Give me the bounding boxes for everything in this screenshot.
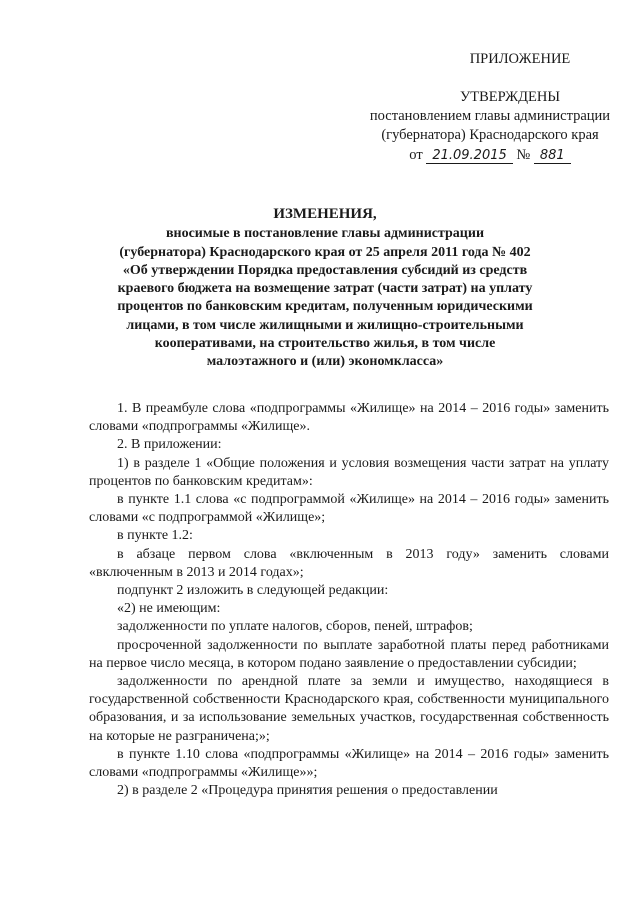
approved-label: УТВЕРЖДЕНЫ [459,89,561,105]
body-paragraph: 1) в разделе 1 «Общие положения и условия возмещения части затрат на уплату процентов по банковским кредитам»: [89,455,609,489]
document-body [89,400,609,800]
title-line: краевого бюджета на возмещение затрат (части затрат) на уплату [117,281,533,297]
title-line: малоэтажного и (или) экономкласса» [206,354,444,370]
title-line: кооперативами, на строительство жилья, в том числе [154,336,496,352]
number-prefix: № [516,147,531,163]
body-paragraph: задолженности по уплате налогов, сборов, пеней, штрафов; [117,619,473,635]
title-line: «Об утверждении Порядка предоставления субсидий из средств [122,262,528,278]
title-line: (губернатора) Краснодарского края от 25 апреля 2011 года № 402 [119,244,531,260]
body-paragraph: в пункте 1.1 слова «с подпрограммой «Жилище» на 2014 – 2016 годы» заменить словами «с подпрограммой «Жилище»; [89,492,609,526]
title-line: процентов по банковским кредитам, полученным юридическими [117,299,533,315]
handwritten-date: 21.09.2015 [426,148,512,164]
approval-line-2: (губернатора) Краснодарского края [381,127,599,143]
body-paragraph: подпункт 2 изложить в следующей редакции: [117,583,389,599]
title-line: лицами, в том числе жилищными и жилищно-строительными [126,317,524,333]
body-paragraph: в пункте 1.2: [117,528,193,544]
body-paragraph: просроченной задолженности по выплате заработной платы перед работниками на первое число месяца, в котором подано заявление о предоставлении субсидии; [89,637,609,671]
handwritten-number: 881 [534,148,571,164]
body-paragraph: в пункте 1.10 слова «подпрограммы «Жилище» на 2014 – 2016 годы» заменить словами «подпрограммы «Жилище»»; [89,746,609,781]
document-title [110,205,540,372]
approval-date-line [360,146,620,165]
date-prefix: от [409,147,423,163]
approval-block [360,50,620,165]
approval-line-1: постановлением главы администрации [369,108,611,124]
title-heading: ИЗМЕНЕНИЯ, [273,206,377,222]
title-line: вносимые в постановление главы администрации [165,226,485,242]
body-paragraph: 2. В приложении: [117,437,222,453]
body-paragraph: «2) не имеющим: [117,601,221,617]
body-paragraph: в абзаце первом слова «включенным в 2013 году» заменить словами «включенным в 2013 и 2014 годах»; [89,546,609,580]
body-paragraph: задолженности по арендной плате за земли и имущество, находящиеся в государственной собственности Краснодарского края, собственности муниципального образования, и за использование земельных участков, государственная собственность на которые не разграничена;»; [89,674,609,744]
annex-label: ПРИЛОЖЕНИЕ [469,51,571,67]
body-paragraph: 2) в разделе 2 «Процедура принятия решения о предоставлении [117,783,498,799]
body-paragraph: 1. В преамбуле слова «подпрограммы «Жилище» на 2014 – 2016 годы» заменить словами «подпрограммы «Жилище». [89,401,609,435]
